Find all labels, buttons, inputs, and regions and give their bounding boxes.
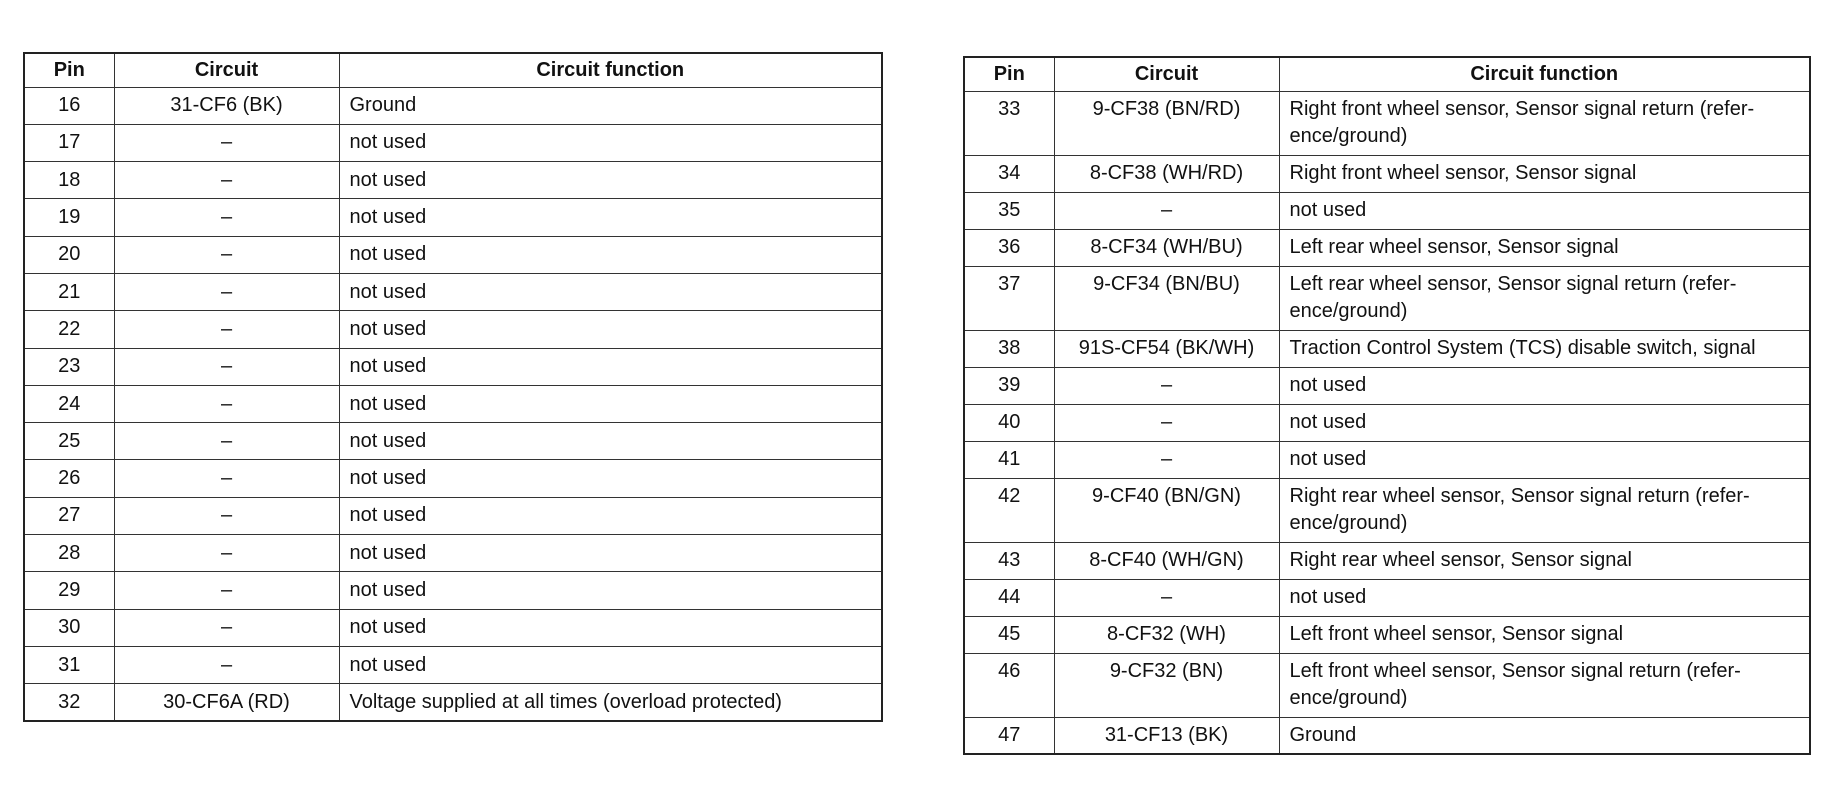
pin-cell: 32 (24, 684, 114, 721)
circuit-cell: – (114, 572, 339, 609)
pin-cell: 16 (24, 87, 114, 124)
table-row (24, 162, 882, 199)
pin-cell: 21 (24, 273, 114, 310)
pin-cell: 38 (964, 330, 1054, 367)
circuit-function-text: not used (349, 616, 427, 639)
circuit-cell: – (1054, 404, 1279, 441)
circuit-function-cell (1279, 717, 1810, 754)
circuit-function-text: not used (1289, 447, 1367, 470)
circuit-cell: – (114, 497, 339, 534)
table-row (24, 348, 882, 385)
circuit-function-cell (1279, 229, 1810, 266)
circuit-cell: – (114, 423, 339, 460)
table-row (24, 423, 882, 460)
circuit-function-cell (339, 535, 882, 572)
circuit-function-text: Right front wheel sensor, Sensor signal return (refer- (1289, 97, 1755, 120)
pin-cell: 43 (964, 542, 1054, 579)
column-header-circuit-function: Circuit function (1279, 57, 1810, 91)
circuit-function-text: not used (349, 280, 427, 303)
circuit-cell: – (1054, 579, 1279, 616)
circuit-function-text: not used (349, 131, 427, 154)
circuit-function-text: Voltage supplied at all times (overload protected) (349, 690, 782, 713)
circuit-function-text: Right rear wheel sensor, Sensor signal (1289, 548, 1632, 571)
circuit-function-cell (339, 236, 882, 273)
pin-cell: 47 (964, 717, 1054, 754)
circuit-function-text: Right front wheel sensor, Sensor signal (1289, 161, 1637, 184)
circuit-function-text: not used (1289, 410, 1367, 433)
circuit-cell: – (114, 162, 339, 199)
circuit-cell: 9-CF34 (BN/BU) (1054, 266, 1279, 330)
pin-cell: 29 (24, 572, 114, 609)
pin-cell: 35 (964, 192, 1054, 229)
circuit-function-cell (339, 684, 882, 721)
circuit-function-cell (1279, 404, 1810, 441)
circuit-cell: – (1054, 367, 1279, 404)
pin-cell: 25 (24, 423, 114, 460)
circuit-function-cell (339, 162, 882, 199)
circuit-function-cell (1279, 266, 1810, 330)
circuit-function-text: not used (349, 653, 427, 676)
circuit-cell: 31-CF6 (BK) (114, 87, 339, 124)
pin-cell: 45 (964, 616, 1054, 653)
pin-table-right (963, 56, 1811, 755)
circuit-cell: 31-CF13 (BK) (1054, 717, 1279, 754)
circuit-function-cell (339, 311, 882, 348)
circuit-function-text: not used (349, 504, 427, 527)
circuit-function-text: Ground (1289, 723, 1357, 746)
circuit-function-text: not used (349, 243, 427, 266)
circuit-function-text: Ground (349, 94, 417, 117)
pin-cell: 41 (964, 441, 1054, 478)
table-row (964, 579, 1810, 616)
circuit-function-text: not used (349, 317, 427, 340)
circuit-function-text: not used (349, 541, 427, 564)
circuit-function-text: Left rear wheel sensor, Sensor signal return (refer- (1289, 272, 1737, 295)
table-row (24, 572, 882, 609)
column-header-pin: Pin (24, 53, 114, 87)
circuit-function-cell (1279, 330, 1810, 367)
table-row (24, 199, 882, 236)
circuit-cell: 30-CF6A (RD) (114, 684, 339, 721)
table-header-row (964, 57, 1810, 91)
circuit-function-text: not used (349, 206, 427, 229)
pin-cell: 42 (964, 478, 1054, 542)
circuit-function-cell (339, 385, 882, 422)
table-row (24, 311, 882, 348)
pin-cell: 20 (24, 236, 114, 273)
circuit-cell: – (114, 460, 339, 497)
circuit-function-cell (1279, 192, 1810, 229)
pin-cell: 28 (24, 535, 114, 572)
circuit-function-cell (339, 423, 882, 460)
circuit-function-cell (339, 124, 882, 161)
pin-cell: 24 (24, 385, 114, 422)
circuit-function-cell (339, 348, 882, 385)
pin-cell: 39 (964, 367, 1054, 404)
table-row (964, 367, 1810, 404)
table-row (24, 385, 882, 422)
circuit-cell: – (114, 646, 339, 683)
pin-cell: 19 (24, 199, 114, 236)
circuit-function-text: not used (1289, 198, 1367, 221)
circuit-cell: – (114, 236, 339, 273)
circuit-function-text: Right rear wheel sensor, Sensor signal return (refer- (1289, 484, 1750, 507)
pin-cell: 40 (964, 404, 1054, 441)
circuit-cell: – (114, 348, 339, 385)
circuit-cell: 8-CF34 (WH/BU) (1054, 229, 1279, 266)
circuit-cell: – (114, 273, 339, 310)
circuit-cell: – (114, 199, 339, 236)
table-row (24, 684, 882, 721)
circuit-cell: 8-CF40 (WH/GN) (1054, 542, 1279, 579)
circuit-function-cell (1279, 367, 1810, 404)
table-row (964, 330, 1810, 367)
circuit-cell: 91S-CF54 (BK/WH) (1054, 330, 1279, 367)
circuit-function-cell (339, 497, 882, 534)
circuit-function-cell (339, 460, 882, 497)
circuit-cell: – (114, 535, 339, 572)
circuit-cell: 8-CF38 (WH/RD) (1054, 155, 1279, 192)
circuit-function-cell (1279, 653, 1810, 717)
table-row (964, 91, 1810, 155)
table-row (24, 124, 882, 161)
table-row (24, 535, 882, 572)
pin-cell: 26 (24, 460, 114, 497)
circuit-function-cell (339, 199, 882, 236)
pin-cell: 22 (24, 311, 114, 348)
table-row (24, 609, 882, 646)
table-row (964, 266, 1810, 330)
pin-cell: 23 (24, 348, 114, 385)
pin-cell: 27 (24, 497, 114, 534)
circuit-function-cell (1279, 91, 1810, 155)
pin-cell: 30 (24, 609, 114, 646)
table-row (24, 236, 882, 273)
circuit-cell: – (114, 385, 339, 422)
circuit-function-cell (339, 273, 882, 310)
pin-cell: 33 (964, 91, 1054, 155)
circuit-cell: 9-CF32 (BN) (1054, 653, 1279, 717)
circuit-cell: 8-CF32 (WH) (1054, 616, 1279, 653)
circuit-cell: 9-CF40 (BN/GN) (1054, 478, 1279, 542)
circuit-function-text: not used (349, 467, 427, 490)
table-row (964, 542, 1810, 579)
table-row (964, 441, 1810, 478)
circuit-function-text: not used (349, 579, 427, 601)
table-row (964, 717, 1810, 754)
pin-cell: 36 (964, 229, 1054, 266)
circuit-function-cell (1279, 616, 1810, 653)
pin-cell: 34 (964, 155, 1054, 192)
circuit-cell: – (114, 124, 339, 161)
column-header-pin: Pin (964, 57, 1054, 91)
circuit-function-cell (339, 646, 882, 683)
circuit-cell: – (114, 311, 339, 348)
pin-cell: 31 (24, 646, 114, 683)
column-header-circuit: Circuit (114, 53, 339, 87)
circuit-function-cell (339, 87, 882, 124)
circuit-function-text-continued: ence/ground) (1289, 686, 1408, 709)
circuit-function-cell (1279, 441, 1810, 478)
circuit-cell: 9-CF38 (BN/RD) (1054, 91, 1279, 155)
column-header-circuit: Circuit (1054, 57, 1279, 91)
circuit-function-text: Traction Control System (TCS) disable switch, signal (1289, 336, 1756, 359)
pin-cell: 17 (24, 124, 114, 161)
circuit-cell: – (1054, 441, 1279, 478)
circuit-function-text: Left rear wheel sensor, Sensor signal (1289, 235, 1619, 258)
table-row (24, 497, 882, 534)
table-row (24, 273, 882, 310)
circuit-function-cell (1279, 579, 1810, 616)
column-header-circuit-function: Circuit function (339, 53, 882, 87)
pin-cell: 46 (964, 653, 1054, 717)
circuit-function-text: not used (349, 392, 427, 415)
table-row (964, 192, 1810, 229)
circuit-cell: – (1054, 192, 1279, 229)
circuit-function-text: not used (1289, 585, 1367, 608)
circuit-function-cell (339, 572, 882, 609)
circuit-function-text: Left front wheel sensor, Sensor signal (1289, 622, 1624, 645)
table-row (964, 653, 1810, 717)
pin-cell: 44 (964, 579, 1054, 616)
circuit-function-text: not used (349, 168, 427, 191)
circuit-function-cell (1279, 542, 1810, 579)
circuit-function-cell (339, 609, 882, 646)
pin-cell: 18 (24, 162, 114, 199)
circuit-function-text-continued: ence/ground) (1289, 299, 1408, 322)
circuit-function-cell (1279, 478, 1810, 542)
table-row (964, 155, 1810, 192)
circuit-function-text: not used (349, 355, 427, 378)
table-row (964, 229, 1810, 266)
circuit-function-text: not used (349, 429, 427, 452)
circuit-function-text-continued: ence/ground) (1289, 124, 1408, 147)
circuit-function-cell (1279, 155, 1810, 192)
table-row (964, 478, 1810, 542)
table-row (24, 460, 882, 497)
table-row (24, 87, 882, 124)
table-header-row (24, 53, 882, 87)
table-row (24, 646, 882, 683)
circuit-function-text: not used (1289, 373, 1367, 396)
circuit-function-text: Left front wheel sensor, Sensor signal return (refer- (1289, 659, 1741, 682)
pin-table-left (23, 52, 883, 722)
table-row (964, 404, 1810, 441)
circuit-cell: – (114, 609, 339, 646)
pin-cell: 37 (964, 266, 1054, 330)
circuit-function-text-continued: ence/ground) (1289, 511, 1408, 534)
table-row (964, 616, 1810, 653)
